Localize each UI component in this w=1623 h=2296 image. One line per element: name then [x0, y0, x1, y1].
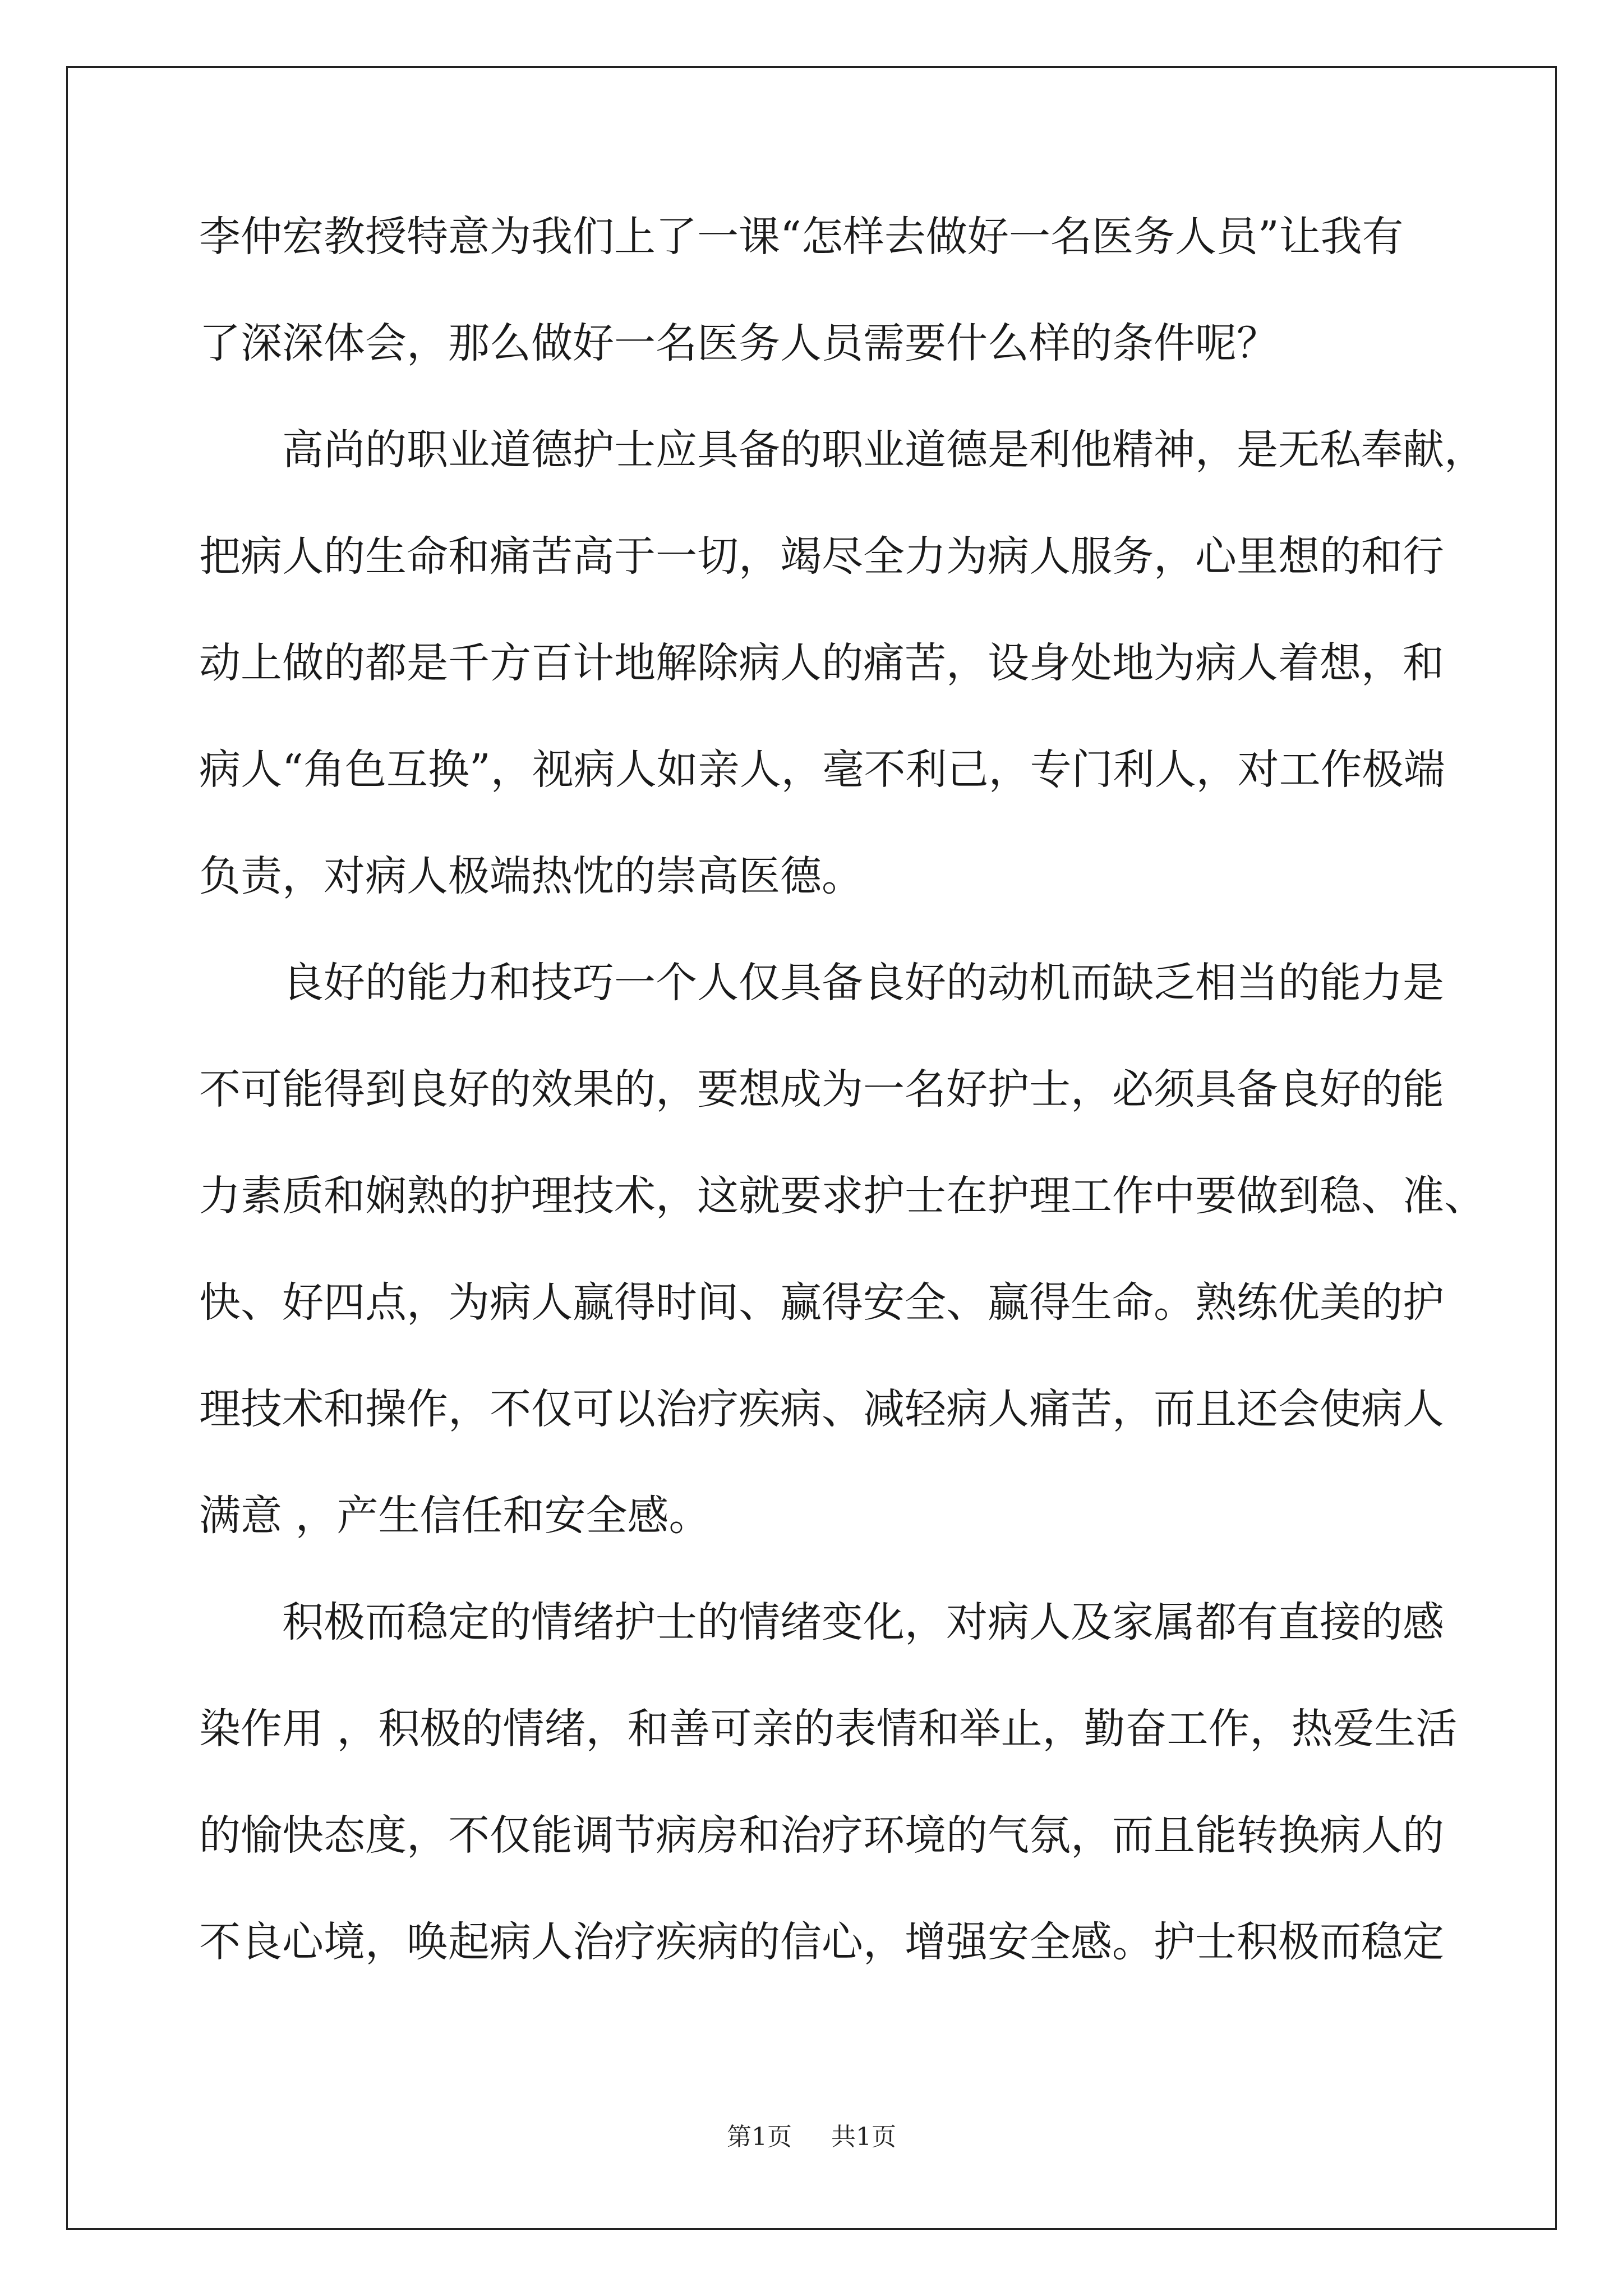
text-line: 李仲宏教授特意为我们上了一课“怎样去做好一名医务人员”让我有	[199, 213, 1404, 261]
page-number: 第1页	[727, 2123, 792, 2151]
text-line: 了深深体会，那么做好一名医务人员需要什么样的条件呢？	[199, 319, 1278, 367]
text-line: 高尚的职业道德护士应具备的职业道德是利他精神，是无私奉献，	[199, 426, 1486, 474]
text-line: 动上做的都是千方百计地解除病人的痛苦，设身处地为病人着想，和	[199, 639, 1444, 687]
text-line: 染作用 ，积极的情绪，和善可亲的表情和举止，勤奋工作，热爱生活	[199, 1705, 1458, 1753]
page-total: 共1页	[831, 2123, 896, 2151]
text-line: 不良心境，唤起病人治疗疾病的信心，增强安全感。护士积极而稳定	[199, 1918, 1444, 1966]
page-footer	[0, 2125, 1623, 2150]
text-line: 积极而稳定的情绪护士的情绪变化，对病人及家属都有直接的感	[199, 1598, 1444, 1646]
text-line: 的愉快态度，不仅能调节病房和治疗环境的气氛，而且能转换病人的	[199, 1811, 1444, 1860]
text-line: 良好的能力和技巧一个人仅具备良好的动机而缺乏相当的能力是	[199, 959, 1444, 1007]
text-line: 理技术和操作，不仅可以治疗疾病、减轻病人痛苦，而且还会使病人	[199, 1385, 1444, 1433]
text-line: 力素质和娴熟的护理技术，这就要求护士在护理工作中要做到稳、准、	[199, 1172, 1486, 1220]
text-line: 快、好四点，为病人赢得时间、赢得安全、赢得生命。熟练优美的护	[199, 1278, 1444, 1327]
document-body	[199, 213, 1486, 2028]
text-line: 把病人的生命和痛苦高于一切，竭尽全力为病人服务，心里想的和行	[199, 532, 1444, 581]
text-line: 负责，对病人极端热忱的崇高医德。	[199, 852, 863, 900]
text-line: 满意 ，产生信任和安全感。	[199, 1492, 711, 1540]
text-line: 病人“角色互换”，视病人如亲人，毫不利己，专门利人，对工作极端	[199, 746, 1445, 794]
text-line: 不可能得到良好的效果的，要想成为一名好护士，必须具备良好的能	[199, 1065, 1444, 1114]
